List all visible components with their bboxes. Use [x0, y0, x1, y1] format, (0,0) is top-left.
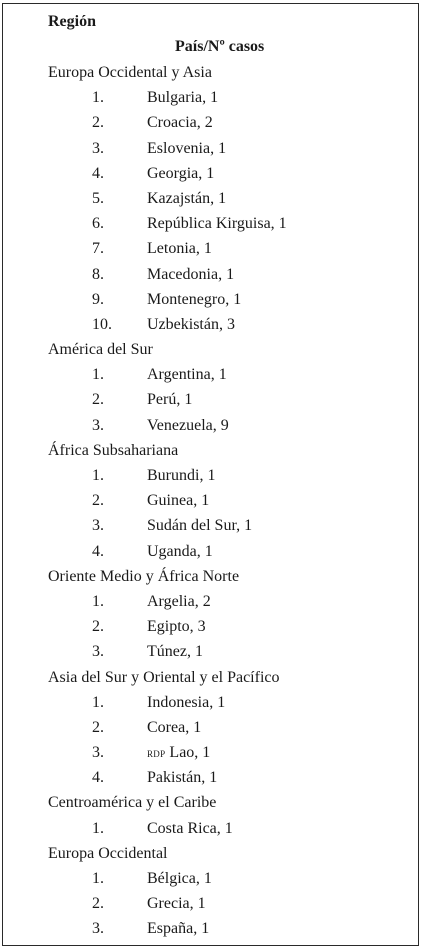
country-row	[0, 413, 426, 438]
country-row	[0, 866, 426, 891]
country-row	[0, 85, 426, 110]
region-name: Oriente Medio y África Norte	[48, 567, 240, 585]
country-text: Túnez, 1	[147, 643, 203, 661]
item-number: 1.	[92, 819, 104, 837]
country-row	[0, 539, 426, 564]
item-number: 2.	[92, 114, 104, 132]
country-row	[0, 715, 426, 740]
item-number: 2.	[92, 895, 104, 913]
country-text: Montenegro, 1	[147, 290, 242, 308]
country-text: Sudán del Sur, 1	[147, 517, 253, 535]
country-text: Corea, 1	[147, 718, 202, 736]
country-text: Georgia, 1	[147, 164, 215, 182]
country-cases	[147, 765, 217, 790]
item-number: 3.	[92, 139, 104, 157]
country-text: Bélgica, 1	[147, 870, 212, 887]
country-text: Burundi, 1	[147, 467, 216, 484]
region-row	[0, 438, 426, 463]
region-name: Europa Occidental	[48, 844, 168, 862]
region-name: Centroamérica y el Caribe	[48, 794, 217, 812]
item-number: 3.	[92, 643, 104, 661]
region-row	[0, 60, 426, 85]
country-cases	[147, 715, 201, 740]
item-number: 2.	[92, 492, 104, 510]
region-row	[0, 564, 426, 589]
country-cases	[147, 312, 235, 337]
country-cases	[147, 387, 192, 412]
country-row	[0, 513, 426, 538]
country-row	[0, 387, 426, 412]
region-name: Europa Occidental y Asia	[48, 64, 212, 81]
region-name: América del Sur	[48, 341, 153, 359]
country-row	[0, 816, 426, 841]
country-cases	[147, 690, 225, 715]
country-cases	[147, 816, 233, 841]
item-number: 2.	[92, 618, 104, 636]
country-row	[0, 765, 426, 790]
item-number: 3.	[92, 517, 104, 535]
country-row	[0, 463, 426, 488]
country-cases	[147, 539, 213, 564]
country-prefix: rdp	[147, 745, 166, 761]
country-text: Egipto, 3	[147, 618, 206, 636]
country-cases	[147, 211, 287, 236]
country-cases	[147, 589, 211, 614]
item-number: 1.	[92, 870, 104, 887]
country-cases	[147, 262, 234, 287]
country-text: Uzbekistán, 3	[147, 315, 235, 333]
item-number: 3.	[92, 416, 104, 434]
country-text: Bulgaria, 1	[147, 89, 219, 107]
country-row	[0, 211, 426, 236]
country-cases	[147, 136, 226, 161]
country-cases	[147, 916, 209, 941]
country-cases	[147, 614, 206, 639]
country-text: Lao, 1	[169, 744, 211, 762]
country-cases	[147, 186, 226, 211]
header-country-cases-label: País/Nº casos	[175, 38, 265, 55]
country-row	[0, 639, 426, 664]
country-text: Perú, 1	[147, 391, 193, 409]
item-number: 4.	[92, 542, 104, 560]
country-row	[0, 488, 426, 513]
item-number: 1.	[92, 89, 104, 107]
country-cases	[147, 891, 206, 916]
country-cases	[147, 161, 214, 186]
country-text: Eslovenia, 1	[147, 139, 227, 157]
item-number: 4.	[92, 164, 104, 182]
country-row	[0, 362, 426, 387]
country-cases	[147, 287, 241, 312]
country-text: Guinea, 1	[147, 492, 210, 510]
country-row	[0, 589, 426, 614]
country-text: Uganda, 1	[147, 542, 213, 560]
country-text: Macedonia, 1	[147, 265, 235, 283]
country-row	[0, 110, 426, 135]
region-country-list	[0, 60, 426, 942]
item-number: 3.	[92, 920, 104, 938]
region-row	[0, 337, 426, 362]
country-text: Grecia, 1	[147, 895, 206, 913]
country-row	[0, 136, 426, 161]
country-text: Argentina, 1	[147, 366, 227, 384]
country-cases	[147, 110, 213, 135]
item-number: 3.	[92, 744, 104, 762]
country-cases	[147, 85, 218, 110]
country-row	[0, 740, 426, 765]
country-text: Costa Rica, 1	[147, 819, 233, 837]
country-row	[0, 614, 426, 639]
country-cases	[147, 463, 215, 488]
header-region-label: Región	[48, 13, 96, 30]
item-number: 1.	[92, 693, 104, 711]
country-cases	[147, 740, 210, 765]
region-name: Asia del Sur y Oriental y el Pacífico	[48, 668, 280, 686]
country-row	[0, 236, 426, 261]
country-cases	[147, 413, 229, 438]
country-row	[0, 287, 426, 312]
country-row	[0, 312, 426, 337]
country-row	[0, 186, 426, 211]
region-row	[0, 665, 426, 690]
item-number: 2.	[92, 718, 104, 736]
country-text: España, 1	[147, 920, 210, 938]
item-number: 1.	[92, 467, 104, 484]
country-cases	[147, 362, 227, 387]
item-number: 10.	[92, 315, 112, 333]
country-cases	[147, 866, 212, 891]
item-number: 9.	[92, 290, 104, 308]
country-cases	[147, 513, 252, 538]
region-row	[0, 790, 426, 815]
country-text: Venezuela, 9	[147, 416, 229, 434]
country-cases	[147, 488, 209, 513]
country-row	[0, 262, 426, 287]
item-number: 7.	[92, 240, 104, 258]
country-text: Indonesia, 1	[147, 693, 226, 711]
country-text: Letonia, 1	[147, 240, 212, 258]
country-cases	[147, 236, 212, 261]
country-text: Croacia, 2	[147, 114, 213, 132]
item-number: 4.	[92, 769, 104, 787]
region-row	[0, 841, 426, 866]
country-text: República Kirguisa, 1	[147, 215, 287, 233]
country-text: Pakistán, 1	[147, 769, 218, 787]
region-name: África Subsahariana	[48, 441, 179, 459]
item-number: 1.	[92, 366, 104, 384]
country-row	[0, 916, 426, 941]
item-number: 8.	[92, 265, 104, 283]
country-cases	[147, 639, 203, 664]
item-number: 2.	[92, 391, 104, 409]
item-number: 5.	[92, 189, 104, 207]
country-text: Kazajstán, 1	[147, 189, 227, 207]
item-number: 1.	[92, 592, 104, 610]
country-row	[0, 891, 426, 916]
country-text: Argelia, 2	[147, 592, 211, 610]
country-row	[0, 161, 426, 186]
item-number: 6.	[92, 215, 104, 233]
country-row	[0, 690, 426, 715]
